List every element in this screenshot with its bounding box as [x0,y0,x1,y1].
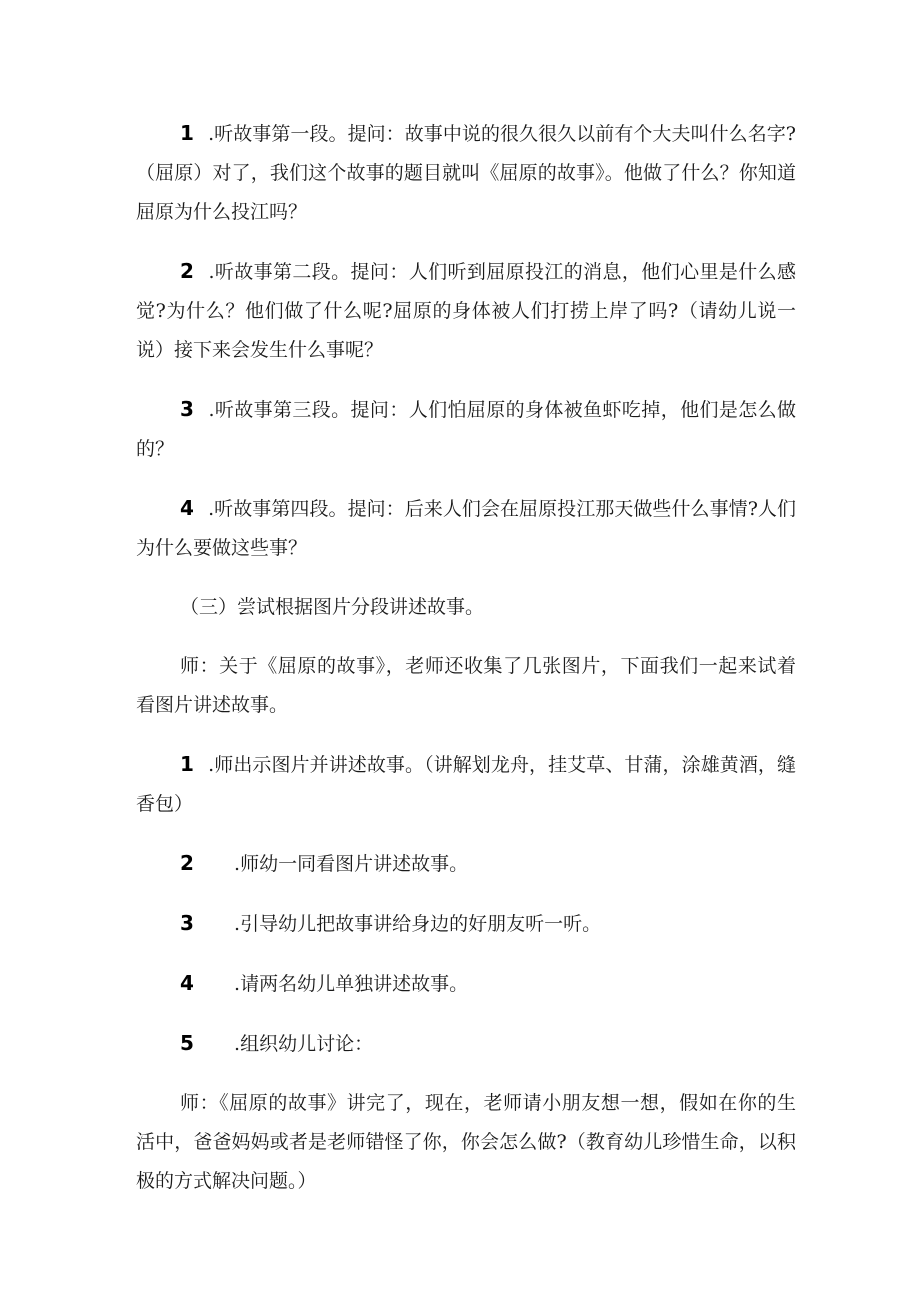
paragraph-step-2 [136,844,796,884]
paragraph-text: 师：关于《屈原的故事》，老师还收集了几张图片，下面我们一起来试着看图片讲述故事。 [136,655,796,716]
item-number: 2 [180,259,194,283]
paragraph-text: .听故事第三段。提问：人们怕屈原的身体被鱼虾吃掉，他们是怎么做的？ [136,399,797,460]
paragraph-story-part-1 [136,114,796,232]
item-number: 4 [180,971,194,995]
paragraph-text: .组织幼儿讨论： [234,1033,374,1055]
paragraph-teacher-question [136,1084,796,1201]
paragraph-story-part-4 [136,489,796,568]
paragraph-story-part-3 [136,390,796,469]
paragraph-step-3 [136,904,796,944]
paragraph-story-part-2 [136,252,796,370]
item-number: 1 [180,121,194,145]
section-heading [136,588,796,627]
paragraph-text: .听故事第一段。提问：故事中说的很久很久以前有个大夫叫什么名字?（屈原）对了，我们这个故事的题目就叫《屈原的故事》。他做了什么？你知道屈原为什么投江吗？ [136,123,796,223]
paragraph-step-5 [136,1024,796,1064]
paragraph-step-4 [136,964,796,1004]
item-number: 5 [180,1031,194,1055]
paragraph-text: .听故事第二段。提问：人们听到屈原投江的消息，他们心里是什么感觉?为什么？他们做了什么呢?屈原的身体被人们打捞上岸了吗?（请幼儿说一说）接下来会发生什么事呢？ [136,261,797,361]
item-number: 4 [180,496,194,520]
paragraph-text: 师：《屈原的故事》讲完了，现在，老师请小朋友想一想，假如在你的生活中，爸爸妈妈或者是老师错怪了你，你会怎么做?（教育幼儿珍惜生命，以积极的方式解决问题。） [136,1092,796,1192]
item-number: 2 [180,851,194,875]
paragraph-text: .师出示图片并讲述故事。（讲解划龙舟，挂艾草、甘蒲，涂雄黄酒，缝香包） [136,754,796,815]
paragraph-text: .听故事第四段。提问：后来人们会在屈原投江那天做些什么事情?人们为什么要做这些事？ [136,498,796,559]
paragraph-teacher-intro [136,647,796,725]
paragraph-text: .请两名幼儿单独讲述故事。 [234,973,469,995]
document-body [136,114,796,1221]
item-number: 1 [180,752,194,776]
item-number: 3 [180,397,194,421]
paragraph-text: （三）尝试根据图片分段讲述故事。 [180,596,485,618]
paragraph-step-1 [136,745,796,824]
paragraph-text: .引导幼儿把故事讲给身边的好朋友听一听。 [234,913,602,935]
paragraph-text: .师幼一同看图片讲述故事。 [234,853,469,875]
item-number: 3 [180,911,194,935]
